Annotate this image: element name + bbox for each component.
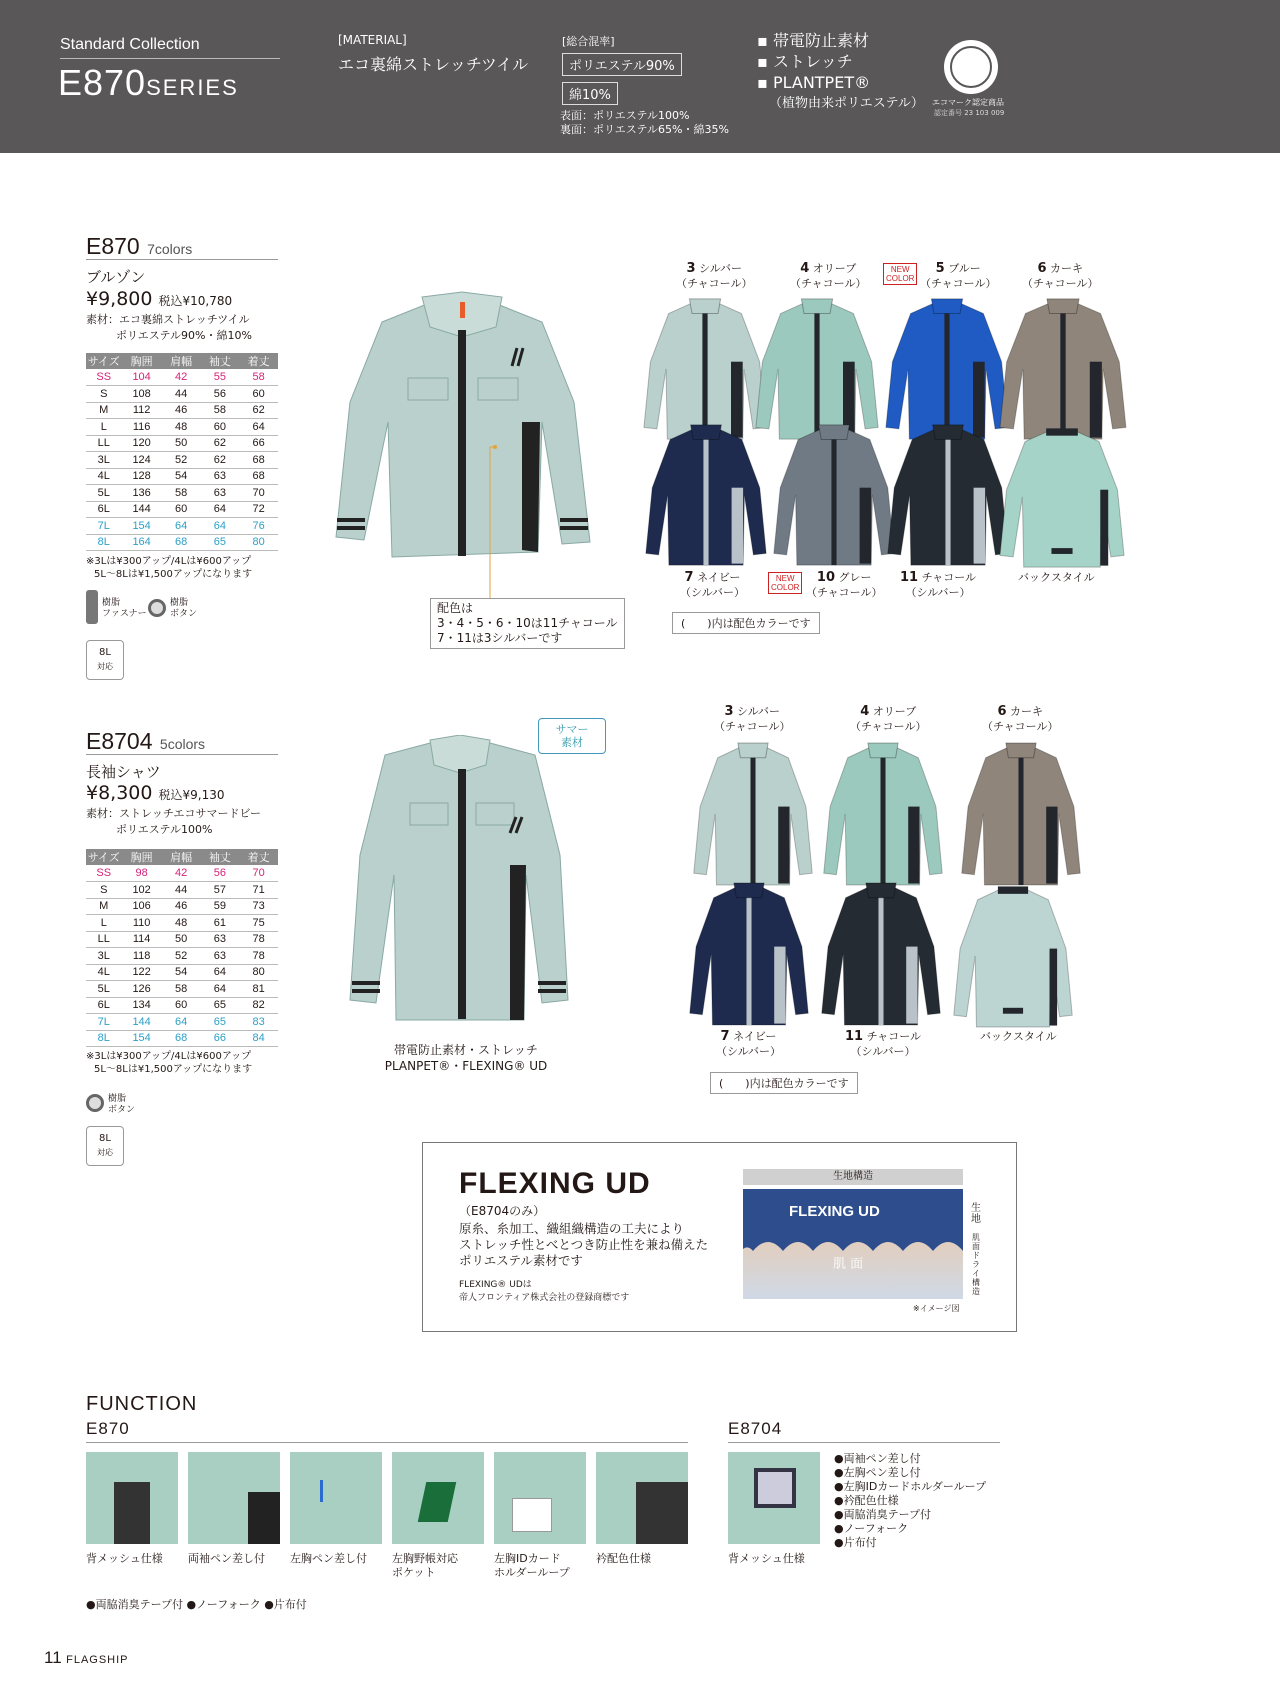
function-image-id-loop	[494, 1452, 586, 1544]
color-label: 6 カーキ （チャコール）	[982, 704, 1059, 733]
color-label: 10 グレー （チャコール）	[806, 570, 883, 599]
table-cell: 120	[122, 435, 162, 452]
table-cell: 7L	[86, 1014, 122, 1031]
table-cell: M	[86, 402, 122, 419]
table-header	[86, 849, 278, 865]
column-header: 着丈	[239, 849, 278, 865]
table-cell: 70	[239, 485, 278, 502]
table-cell: 84	[239, 1030, 278, 1047]
e870-size-note: ※3Lは¥300アップ/4Lは¥600アップ 5L～8Lは¥1,500アップになります	[86, 556, 253, 580]
e8704-function-list: ●両袖ペン差し付 ●左胸ペン差し付 ●左胸IDカードホルダーループ ●衿配色仕様 ●両脇消臭テープ付 ●ノーフォーク ●片布付	[834, 1452, 987, 1549]
button-icon	[86, 1094, 104, 1112]
function-image-sleeve-pen	[188, 1452, 280, 1544]
feature-list	[757, 30, 924, 114]
eco-label: エコマーク認定商品	[932, 98, 1004, 107]
table-cell: 58	[162, 485, 201, 502]
blend-poly: ポリエステル90%	[562, 53, 682, 76]
table-cell: 64	[239, 419, 278, 436]
table-cell: 57	[200, 882, 239, 899]
function-caption: 背メッシュ仕様	[86, 1552, 163, 1565]
navy-jacket-image	[642, 422, 770, 568]
table-cell: 62	[239, 402, 278, 419]
table-cell: 54	[162, 468, 201, 485]
table-cell: 8L	[86, 534, 122, 551]
e8704-name: 長袖シャツ	[86, 763, 161, 781]
table-cell: 59	[200, 898, 239, 915]
e8704-size-table	[86, 849, 278, 1047]
new-color-badge: NEW COLOR	[883, 263, 917, 285]
table-cell: 63	[200, 948, 239, 965]
column-header: サイズ	[86, 849, 122, 865]
function-caption: 左胸ペン差し付	[290, 1552, 367, 1565]
table-cell: 48	[162, 915, 201, 932]
legend-note: ( )内は配色カラーです	[710, 1072, 858, 1094]
table-cell: 66	[200, 1030, 239, 1047]
table-row	[86, 518, 278, 535]
charcoal-jacket-image	[884, 422, 1012, 568]
table-cell: 68	[162, 534, 201, 551]
table-cell: 58	[239, 369, 278, 386]
table-row	[86, 534, 278, 551]
title-underline	[86, 259, 278, 260]
charcoal-shirt-image	[818, 880, 944, 1028]
side-label-fabric: 生地	[971, 1203, 981, 1225]
table-cell: 116	[122, 419, 162, 436]
side-label-dry: 肌面ドライ構造	[972, 1233, 980, 1296]
column-header: 胸囲	[122, 353, 162, 369]
page-footer: 11 FLAGSHIP	[44, 1648, 129, 1667]
title-underline	[86, 754, 278, 755]
table-cell: S	[86, 882, 122, 899]
table-cell: 134	[122, 997, 162, 1014]
color-label: 4 オリーブ （チャコール）	[790, 261, 867, 290]
table-cell: 3L	[86, 948, 122, 965]
series-title: E870SERIES	[58, 62, 239, 103]
color-label: 11 チャコール （シルバー）	[900, 570, 977, 599]
diagram-bottom-label: 肌 面	[833, 1257, 864, 1272]
table-cell: 62	[200, 452, 239, 469]
fastener-label: 樹脂 ファスナー	[102, 598, 147, 619]
table-cell: 58	[162, 981, 201, 998]
button-icon	[148, 599, 166, 617]
table-cell: 110	[122, 915, 162, 932]
table-cell: 55	[200, 369, 239, 386]
e8704-material: 素材：ストレッチエコサマードビー ポリエステル100%	[86, 807, 262, 836]
table-cell: 122	[122, 964, 162, 981]
flexing-only: （E8704のみ）	[459, 1204, 546, 1218]
series-header	[0, 0, 1280, 153]
table-cell: 118	[122, 948, 162, 965]
callout-leader	[488, 445, 498, 605]
table-row	[86, 931, 278, 948]
table-cell: 62	[200, 435, 239, 452]
table-cell: LL	[86, 435, 122, 452]
e870-size-table	[86, 353, 278, 551]
table-cell: 60	[200, 419, 239, 436]
flexing-logo: FLEXING UD	[459, 1167, 651, 1200]
divider	[728, 1442, 1000, 1443]
table-cell: 46	[162, 402, 201, 419]
table-cell: 44	[162, 386, 201, 403]
table-header	[86, 353, 278, 369]
material-label: [MATERIAL]	[338, 33, 407, 47]
function-e8704-label: E8704	[728, 1419, 783, 1438]
back-style-shirt-image	[950, 882, 1076, 1030]
collection-label: Standard Collection	[60, 36, 200, 53]
table-cell: 64	[200, 518, 239, 535]
table-cell: 72	[239, 501, 278, 518]
table-cell: 126	[122, 981, 162, 998]
table-cell: 44	[162, 882, 201, 899]
e870-material: 素材：エコ裏綿ストレッチツイル ポリエステル90%・綿10%	[86, 313, 252, 342]
new-color-badge: NEW COLOR	[768, 572, 802, 594]
table-cell: 63	[200, 485, 239, 502]
table-cell: 6L	[86, 997, 122, 1014]
table-cell: 98	[122, 865, 162, 882]
function-caption: 両袖ペン差し付	[188, 1552, 265, 1565]
e8704-size-note: ※3Lは¥300アップ/4Lは¥600アップ 5L～8Lは¥1,500アップになります	[86, 1051, 253, 1075]
e870-main-jacket-image	[312, 282, 622, 572]
table-cell: 65	[200, 534, 239, 551]
table-cell: 60	[239, 386, 278, 403]
table-cell: 65	[200, 997, 239, 1014]
table-cell: 136	[122, 485, 162, 502]
feature-sub: （植物由来ポリエステル）	[769, 96, 924, 111]
table-cell: 5L	[86, 981, 122, 998]
table-cell: 7L	[86, 518, 122, 535]
color-label: 6 カーキ （チャコール）	[1022, 261, 1099, 290]
table-cell: 75	[239, 915, 278, 932]
table-cell: 50	[162, 435, 201, 452]
gray-jacket-image	[770, 422, 898, 568]
diagram-top-label: FLEXING UD	[789, 1203, 880, 1220]
table-cell: 6L	[86, 501, 122, 518]
table-cell: S	[86, 386, 122, 403]
table-row	[86, 369, 278, 386]
table-cell: 66	[239, 435, 278, 452]
table-cell: 5L	[86, 485, 122, 502]
table-cell: 83	[239, 1014, 278, 1031]
silver-jacket-image	[640, 296, 770, 442]
table-row	[86, 435, 278, 452]
function-image-back-mesh	[86, 1452, 178, 1544]
table-cell: 56	[200, 865, 239, 882]
table-cell: 76	[239, 518, 278, 535]
diagram-title: 生地構造	[743, 1169, 963, 1185]
table-cell: 56	[200, 386, 239, 403]
khaki-jacket-image	[996, 296, 1130, 442]
table-cell: 4L	[86, 468, 122, 485]
table-row	[86, 485, 278, 502]
table-row	[86, 468, 278, 485]
flexing-ud-box	[422, 1142, 1017, 1332]
function-image-collar	[596, 1452, 688, 1544]
blend-cotton: 綿10%	[562, 82, 618, 105]
table-cell: L	[86, 419, 122, 436]
table-cell: 52	[162, 948, 201, 965]
table-cell: 128	[122, 468, 162, 485]
table-cell: L	[86, 915, 122, 932]
table-cell: 64	[162, 518, 201, 535]
back-note: 裏面：ポリエステル65%・綿35%	[560, 123, 729, 136]
table-cell: 144	[122, 501, 162, 518]
e8704-title: E8704 5colors	[86, 728, 206, 754]
eco-mark-ring	[950, 46, 992, 88]
table-cell: 63	[200, 468, 239, 485]
table-cell: LL	[86, 931, 122, 948]
function-image-e8704-back-mesh	[728, 1452, 820, 1544]
column-header: 袖丈	[200, 353, 239, 369]
table-cell: 68	[239, 452, 278, 469]
e870-name: ブルゾン	[86, 268, 146, 286]
table-cell: 3L	[86, 452, 122, 469]
function-caption: 左胸IDカード ホルダーループ	[494, 1552, 570, 1579]
column-header: 胸囲	[122, 849, 162, 865]
function-caption: 衿配色仕様	[596, 1552, 651, 1565]
e8704-main-shirt-image	[330, 735, 590, 1025]
e870-title: E870 7colors	[86, 233, 193, 259]
table-row	[86, 997, 278, 1014]
table-row	[86, 981, 278, 998]
table-row	[86, 501, 278, 518]
table-cell: 60	[162, 997, 201, 1014]
table-cell: 50	[162, 931, 201, 948]
table-cell: 4L	[86, 964, 122, 981]
surface-note: 表面：ポリエステル100%	[560, 109, 690, 122]
color-label: 3 シルバー （チャコール）	[714, 704, 791, 733]
table-row	[86, 882, 278, 899]
feature-item: ▪ PLANTPET®	[757, 73, 871, 92]
table-row	[86, 948, 278, 965]
table-cell: 68	[162, 1030, 201, 1047]
table-cell: 61	[200, 915, 239, 932]
table-row	[86, 865, 278, 882]
table-cell: 78	[239, 948, 278, 965]
color-label: 11 チャコール （シルバー）	[845, 1029, 922, 1058]
color-label: 3 シルバー （チャコール）	[676, 261, 753, 290]
feature-item: ▪ 帯電防止素材	[757, 31, 869, 50]
table-row	[86, 452, 278, 469]
function-image-chest-pen	[290, 1452, 382, 1544]
material-name: エコ裏綿ストレッチツイル	[338, 55, 529, 74]
column-header: 肩幅	[162, 849, 201, 865]
table-cell: 154	[122, 1030, 162, 1047]
table-cell: M	[86, 898, 122, 915]
column-header: 着丈	[239, 353, 278, 369]
summer-material-badge: サマー 素材	[538, 718, 606, 754]
table-cell: 60	[162, 501, 201, 518]
eco-number: 認定番号 23 103 009	[934, 109, 1005, 117]
table-row	[86, 1030, 278, 1047]
table-cell: 102	[122, 882, 162, 899]
table-cell: 46	[162, 898, 201, 915]
blend-label: [総合混率]	[562, 35, 615, 48]
color-label: 5 ブルー （チャコール）	[920, 261, 997, 290]
table-cell: SS	[86, 369, 122, 386]
e870-function-extra: ●両脇消臭テープ付 ●ノーフォーク ●片布付	[86, 1598, 307, 1611]
olive-jacket-image	[752, 296, 882, 442]
khaki-shirt-image	[958, 740, 1084, 888]
table-row	[86, 386, 278, 403]
color-label: 7 ネイビー （シルバー）	[680, 570, 745, 599]
column-header: 肩幅	[162, 353, 201, 369]
color-label: 7 ネイビー （シルバー）	[716, 1029, 781, 1058]
flexing-desc: 原糸、糸加工、織組織構造の工夫により ストレッチ性とべとつき防止性を兼ね備えた ポリエステル素材です	[459, 1221, 709, 1268]
column-header: サイズ	[86, 353, 122, 369]
table-cell: 52	[162, 452, 201, 469]
table-cell: 81	[239, 981, 278, 998]
table-cell: 114	[122, 931, 162, 948]
button-label: 樹脂 ボタン	[108, 1094, 136, 1115]
function-title: FUNCTION	[86, 1393, 198, 1415]
e8704-caption: 帯電防止素材・ストレッチ PLANPET®・FLEXING® UD	[384, 1043, 548, 1073]
function-image-notebook-pocket	[392, 1452, 484, 1544]
table-cell: 64	[200, 964, 239, 981]
function-e870-label: E870	[86, 1419, 130, 1438]
8l-badge: 8L 対応	[86, 640, 124, 680]
table-cell: 73	[239, 898, 278, 915]
table-cell: 112	[122, 402, 162, 419]
table-cell: 48	[162, 419, 201, 436]
function-caption: 左胸野帳対応 ポケット	[392, 1552, 458, 1579]
table-cell: 68	[239, 468, 278, 485]
zipper-icon	[86, 590, 98, 624]
color-label: 4 オリーブ （チャコール）	[850, 704, 927, 733]
divider	[86, 1442, 688, 1443]
legend-note: ( )内は配色カラーです	[672, 612, 820, 634]
table-cell: 106	[122, 898, 162, 915]
table-cell: 144	[122, 1014, 162, 1031]
table-cell: 70	[239, 865, 278, 882]
e8704-price: ¥8,300 税込¥9,130	[86, 782, 225, 804]
table-cell: 80	[239, 964, 278, 981]
table-cell: SS	[86, 865, 122, 882]
color-label: バックスタイル	[1018, 571, 1095, 584]
table-cell: 64	[162, 1014, 201, 1031]
back-style-jacket-image	[996, 424, 1128, 570]
table-cell: 58	[200, 402, 239, 419]
table-cell: 54	[162, 964, 201, 981]
table-cell: 82	[239, 997, 278, 1014]
table-cell: 65	[200, 1014, 239, 1031]
blue-jacket-image	[882, 296, 1012, 442]
olive-shirt-image	[820, 740, 946, 888]
table-row	[86, 419, 278, 436]
table-cell: 42	[162, 369, 201, 386]
table-cell: 63	[200, 931, 239, 948]
table-cell: 164	[122, 534, 162, 551]
table-cell: 108	[122, 386, 162, 403]
table-cell: 154	[122, 518, 162, 535]
8l-badge: 8L 対応	[86, 1126, 124, 1166]
table-cell: 104	[122, 369, 162, 386]
silver-shirt-image	[690, 740, 816, 888]
table-row	[86, 915, 278, 932]
color-callout: 配色は 3・4・5・6・10は11チャコール 7・11は3シルバーです	[430, 598, 625, 649]
e870-price: ¥9,800 税込¥10,780	[86, 288, 233, 310]
feature-item: ▪ ストレッチ	[757, 52, 853, 71]
flexing-trademark: FLEXING® UDは 帝人フロンティア株式会社の登録商標です	[459, 1280, 630, 1303]
column-header: 袖丈	[200, 849, 239, 865]
navy-shirt-image	[686, 880, 812, 1028]
table-row	[86, 1014, 278, 1031]
table-cell: 78	[239, 931, 278, 948]
table-row	[86, 964, 278, 981]
image-note: ※イメージ図	[913, 1304, 960, 1313]
table-row	[86, 402, 278, 419]
button-label: 樹脂 ボタン	[170, 598, 198, 619]
color-label: バックスタイル	[980, 1030, 1057, 1043]
table-cell: 64	[200, 501, 239, 518]
table-cell: 124	[122, 452, 162, 469]
table-cell: 80	[239, 534, 278, 551]
function-caption: 背メッシュ仕様	[728, 1552, 805, 1565]
table-row	[86, 898, 278, 915]
table-cell: 42	[162, 865, 201, 882]
table-cell: 8L	[86, 1030, 122, 1047]
table-cell: 71	[239, 882, 278, 899]
table-cell: 64	[200, 981, 239, 998]
divider	[60, 58, 280, 59]
